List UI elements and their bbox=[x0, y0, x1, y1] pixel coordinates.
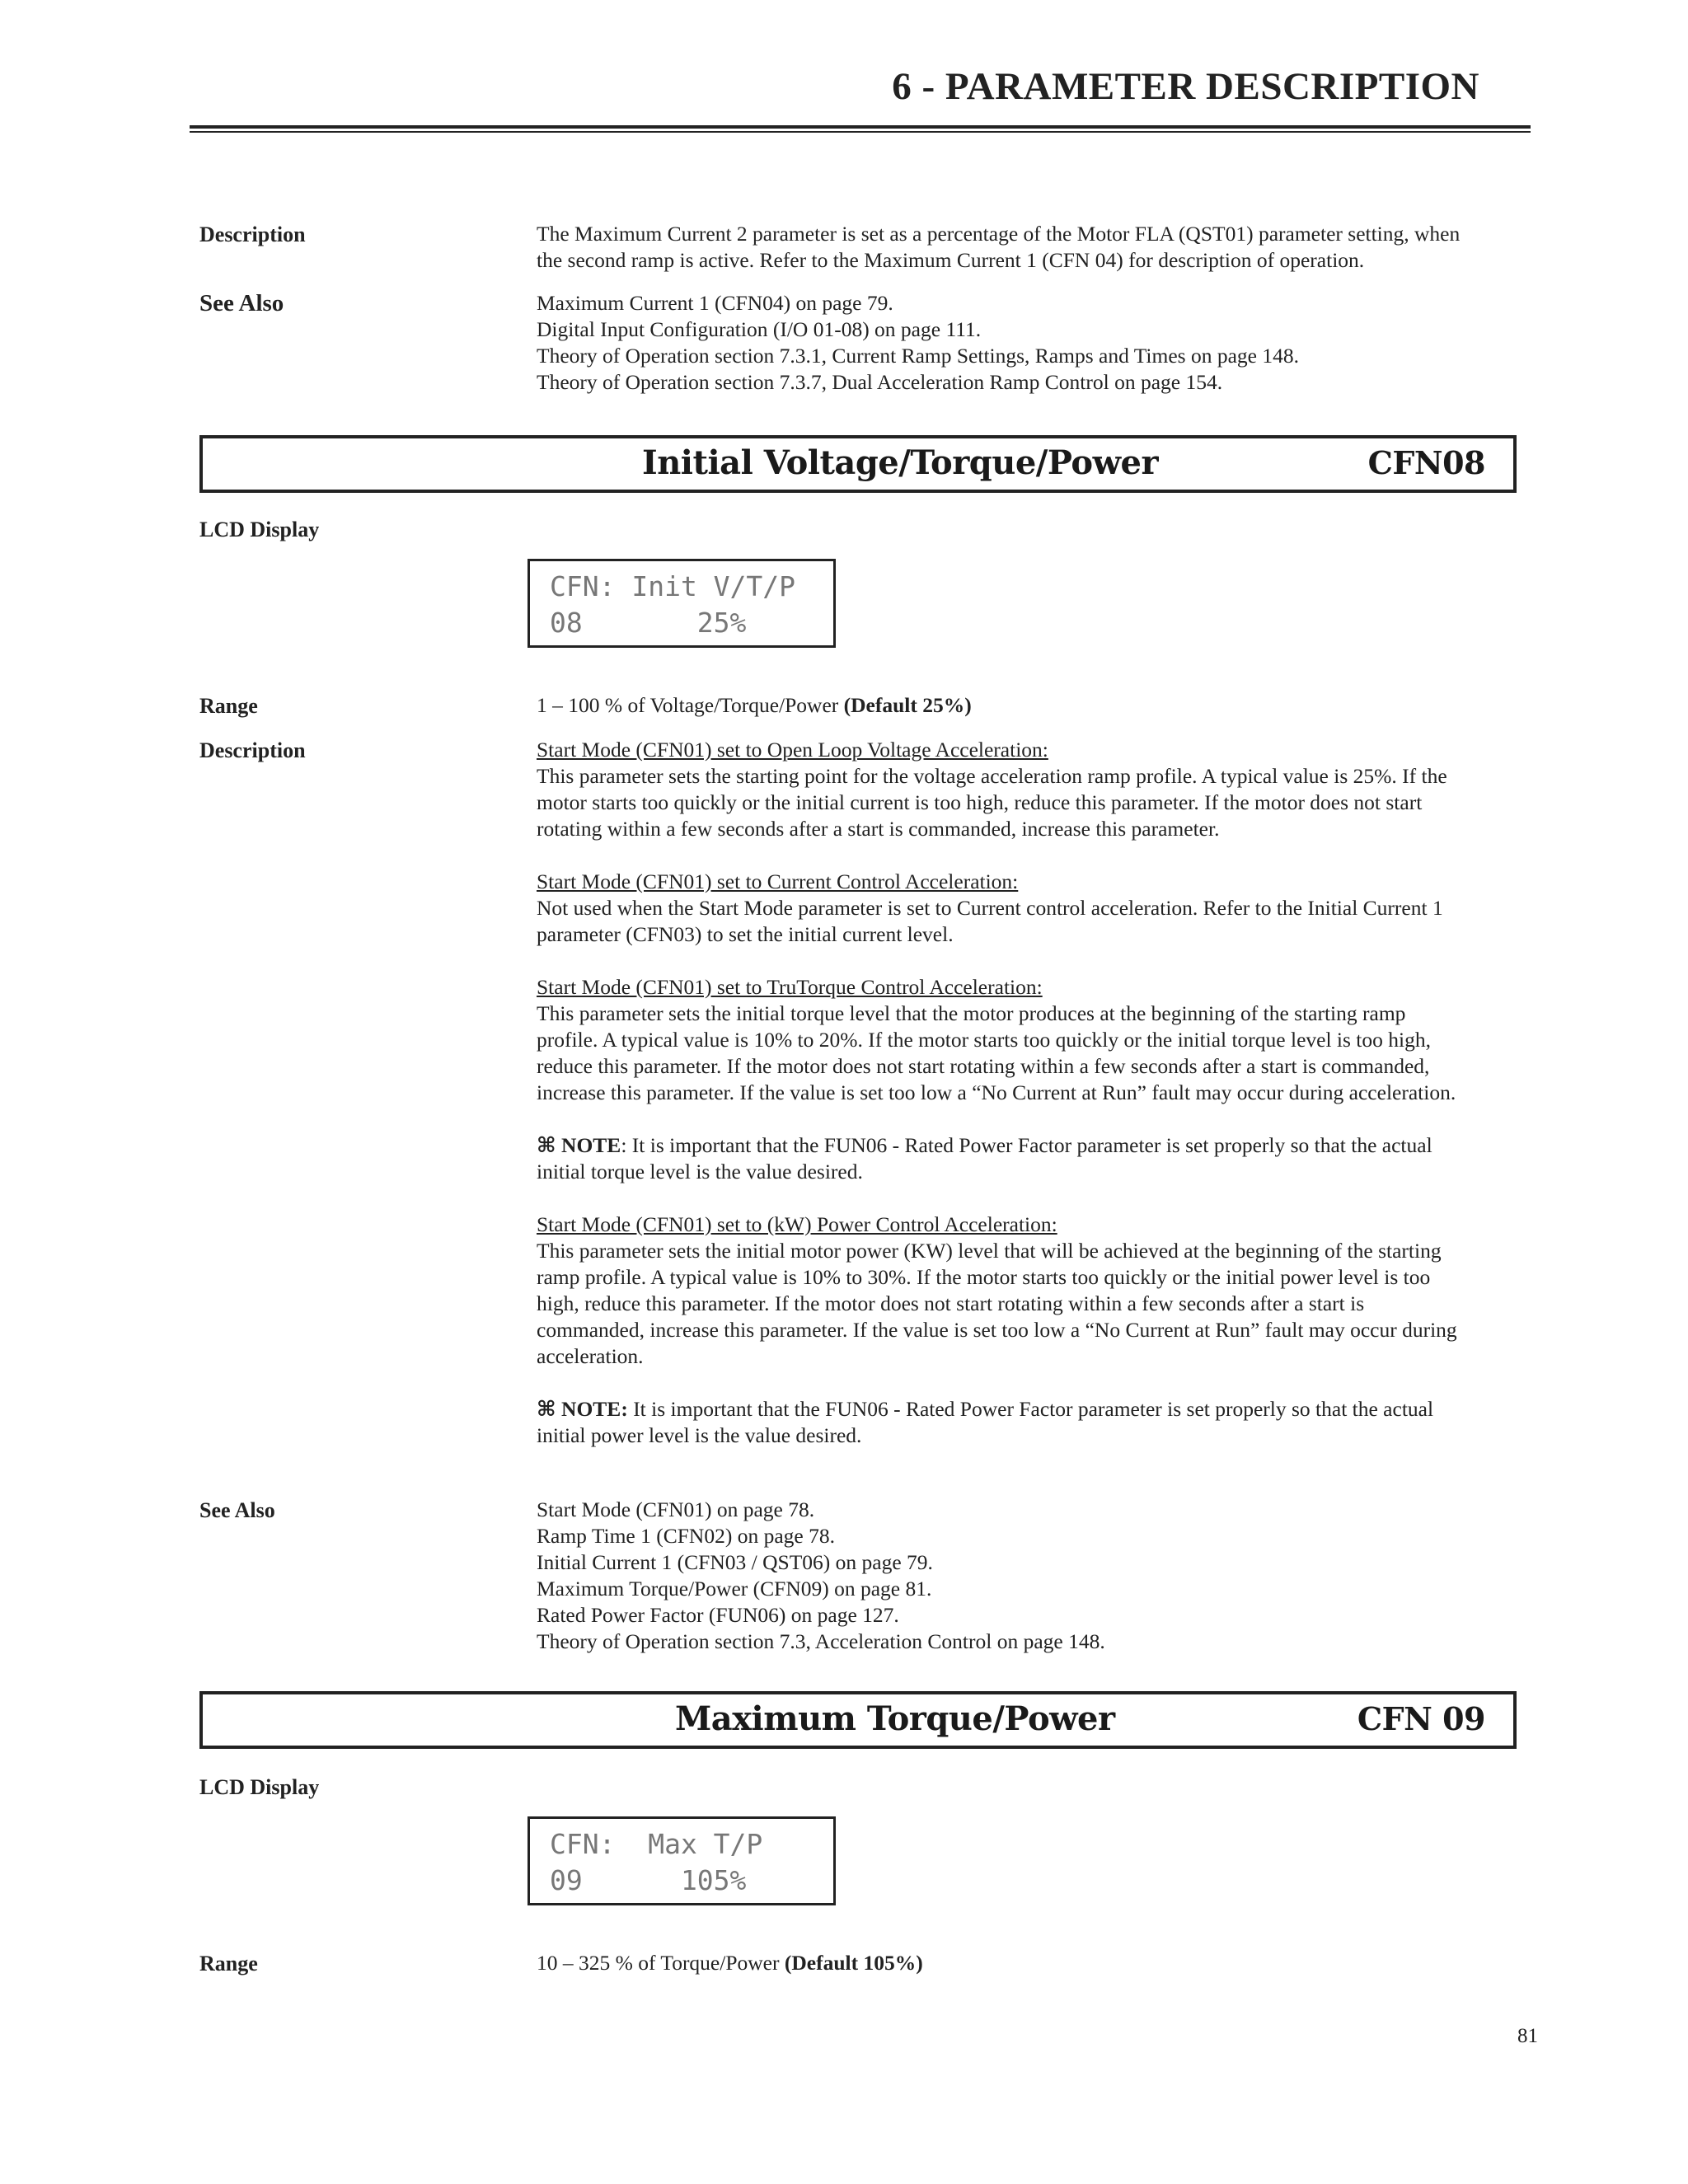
see-also-item: Digital Input Configuration (I/O 01-08) on page 111. bbox=[537, 317, 982, 341]
description-label: Description bbox=[199, 223, 306, 246]
range-label: Range bbox=[199, 1952, 258, 1975]
parameter-title: Maximum Torque/Power bbox=[675, 1699, 1115, 1738]
note: ⌘ NOTE: It is important that the FUN06 - Rated Power Factor parameter is set properly so that the actual bbox=[537, 1397, 1434, 1421]
parameter-code: CFN 09 bbox=[1357, 1700, 1485, 1737]
note-icon: ⌘ bbox=[537, 1133, 556, 1157]
lcd-line-2: 09 105% bbox=[550, 1864, 747, 1896]
description-text: The Maximum Current 2 parameter is set as a percentage of the Motor FLA (QST01) parameter setting, when the second ramp is active. Refer to the Maximum Current 1 (CFN 04) for description of operation. bbox=[537, 222, 1461, 272]
see-also-item: Start Mode (CFN01) on page 78. bbox=[537, 1497, 815, 1521]
note: ⌘ NOTE: It is important that the FUN06 - Rated Power Factor parameter is set properly so that the actual bbox=[537, 1133, 1432, 1157]
range-text: 1 – 100 % of Voltage/Torque/Power (Default 25%) bbox=[537, 693, 972, 717]
see-also-item: Theory of Operation section 7.3.1, Current Ramp Settings, Ramps and Times on page 148. bbox=[537, 344, 1299, 368]
see-also-label: See Also bbox=[199, 1498, 275, 1522]
parameter-code: CFN08 bbox=[1367, 444, 1485, 481]
lcd-display bbox=[528, 559, 836, 648]
header-rule-thin bbox=[190, 131, 1531, 133]
see-also-item: Ramp Time 1 (CFN02) on page 78. bbox=[537, 1524, 835, 1548]
see-also-item: Rated Power Factor (FUN06) on page 127. bbox=[537, 1603, 899, 1627]
see-also-item: Maximum Current 1 (CFN04) on page 79. bbox=[537, 291, 893, 315]
description-text: Start Mode (CFN01) set to Open Loop Voltage Acceleration: This parameter sets the starting point for the voltage acceleration ramp profile. A typical value is 25%. If the motor starts too quickly or the initial current is too high, reduce this parameter. If the motor does not start rotating within a few seconds after a start is commanded, increase this parameter. Start Mode (CFN01) set to Current Control Acceleration: Not used when the Start Mode parameter is set to Current control acceleration. Refer to the Initial Current 1 parameter (CFN03) to set the initial current level. Start Mode (CFN01) set to TruTorque Control Acceleration: This parameter sets the initial torque level that the motor produces at the beginning of the starting ramp profile. A typical value is 10% to 20%. If the motor starts too quickly or the initial torque level is too high, reduce this parameter. If the motor does not start rotating within a few seconds after a start is commanded, increase this parameter. If the value is set too low a “No Current at Run” fault may occur during acceleration. ⌘ NOTE: It is important that the FUN06 - Rated Power Factor parameter is set properly so that the actual initial torque level is the value desired. Start Mode (CFN01) set to (kW) Power Control Acceleration: This parameter sets the initial motor power (KW) level that will be achieved at the beginning of the starting ramp profile. A typical value is 10% to 30%. If the motor starts too quickly or the initial power level is too high, reduce this parameter. If the motor does not start rotating within a few seconds after a start is commanded, increase this parameter. If the value is set too low a “No Current at Run” fault may occur during acceleration. ⌘ NOTE: It is important that the FUN06 - Rated Power Factor parameter is set properly so that the actual initial power level is the value desired. bbox=[537, 737, 1526, 1449]
mode-heading: Start Mode (CFN01) set to Open Loop Voltage Acceleration: bbox=[537, 738, 1048, 762]
see-also-item: Theory of Operation section 7.3, Acceleration Control on page 148. bbox=[537, 1629, 1105, 1653]
parameter-header-cfn09 bbox=[199, 1691, 1517, 1749]
see-also-label: See Also bbox=[199, 290, 284, 316]
mode-heading: Start Mode (CFN01) set to Current Control Acceleration: bbox=[537, 869, 1019, 893]
lcd-line-1: CFN: Init V/T/P bbox=[550, 570, 796, 602]
chapter-title: 6 - PARAMETER DESCRIPTION bbox=[892, 65, 1479, 108]
header-rule-thick bbox=[190, 125, 1531, 129]
see-also-item: Theory of Operation section 7.3.7, Dual Acceleration Ramp Control on page 154. bbox=[537, 370, 1223, 394]
mode-heading: Start Mode (CFN01) set to TruTorque Control Acceleration: bbox=[537, 975, 1043, 999]
page-number: 81 bbox=[1517, 2025, 1538, 2047]
lcd-display-label: LCD Display bbox=[199, 1775, 320, 1799]
parameter-header-cfn08 bbox=[199, 435, 1517, 493]
lcd-line-1: CFN: Max T/P bbox=[550, 1828, 763, 1860]
range-text: 10 – 325 % of Torque/Power (Default 105%) bbox=[537, 1951, 923, 1975]
see-also-item: Maximum Torque/Power (CFN09) on page 81. bbox=[537, 1577, 932, 1601]
parameter-title: Initial Voltage/Torque/Power bbox=[642, 443, 1159, 482]
note-icon: ⌘ bbox=[537, 1397, 556, 1421]
see-also-item: Initial Current 1 (CFN03 / QST06) on page 79. bbox=[537, 1550, 933, 1574]
mode-heading: Start Mode (CFN01) set to (kW) Power Control Acceleration: bbox=[537, 1212, 1057, 1236]
lcd-display-label: LCD Display bbox=[199, 518, 320, 541]
description-label: Description bbox=[199, 738, 306, 762]
lcd-line-2: 08 25% bbox=[550, 607, 747, 639]
see-also-list bbox=[537, 290, 1526, 396]
range-label: Range bbox=[199, 694, 258, 718]
see-also-list bbox=[537, 1497, 1526, 1655]
lcd-display bbox=[528, 1816, 836, 1905]
